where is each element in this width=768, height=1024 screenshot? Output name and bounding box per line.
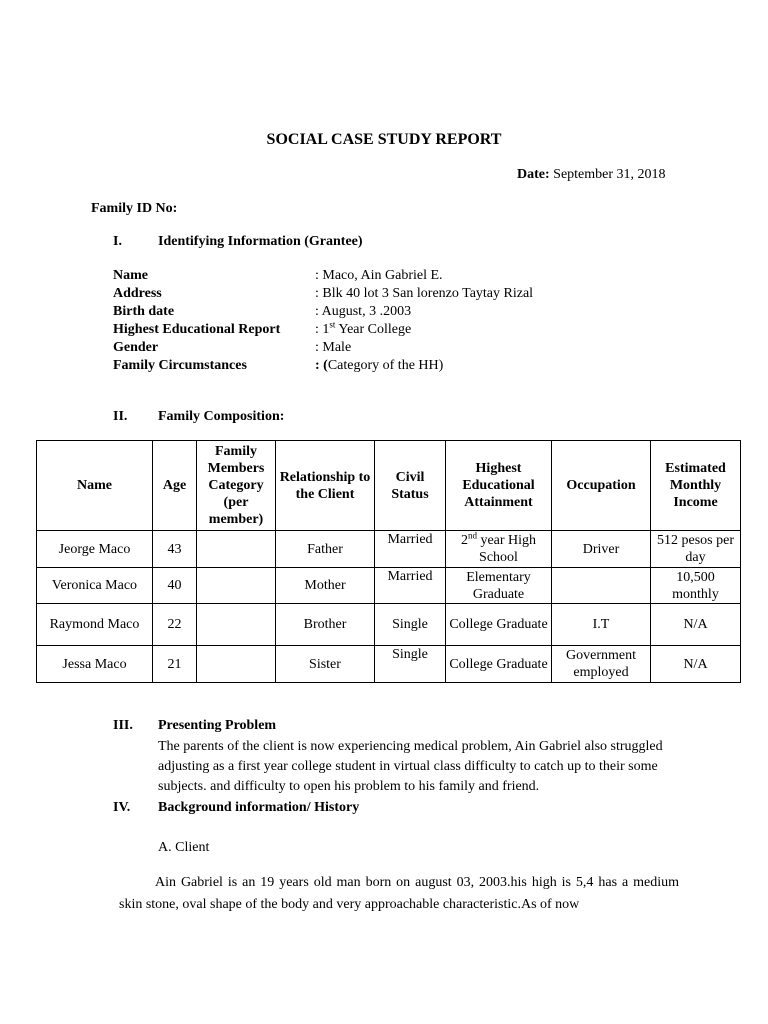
- family-composition-table: [36, 440, 741, 683]
- section-1-heading: [113, 234, 363, 250]
- cell-civil-status: Married: [375, 531, 446, 568]
- cell-occupation: Driver: [552, 531, 651, 568]
- cell-relationship: Father: [276, 531, 375, 568]
- table-row: [37, 531, 741, 568]
- header-civil-status: Civil Status: [375, 441, 446, 531]
- cell-age: 40: [153, 568, 197, 604]
- header-occupation: Occupation: [552, 441, 651, 531]
- report-title: SOCIAL CASE STUDY REPORT: [266, 131, 502, 148]
- section-1-number: I.: [113, 234, 122, 249]
- cell-education: College Graduate: [446, 604, 552, 646]
- cell-age: 43: [153, 531, 197, 568]
- date-value: September 31, 2018: [553, 167, 666, 182]
- subsection-client-heading: A. Client: [158, 840, 210, 855]
- section-3-number: III.: [113, 718, 133, 733]
- cell-age: 22: [153, 604, 197, 646]
- cell-occupation: [552, 568, 651, 604]
- section-2-number: II.: [113, 409, 128, 424]
- cell-income: 512 pesos per day: [651, 531, 741, 568]
- section-1-title: Identifying Information (Grantee): [158, 234, 363, 249]
- cell-civil-status: Single: [375, 646, 446, 683]
- info-label: Highest Educational Report: [113, 322, 281, 337]
- table-row: [37, 604, 741, 646]
- report-date: [517, 167, 666, 183]
- cell-civil-status: Married: [375, 568, 446, 604]
- table-header-row: [37, 441, 741, 531]
- info-label: Name: [113, 268, 148, 283]
- cell-education-sup: nd: [467, 530, 477, 541]
- cell-civil-status: Single: [375, 604, 446, 646]
- cell-occupation: I.T: [552, 604, 651, 646]
- info-row-education: [113, 321, 533, 339]
- info-value-post: Year College: [335, 322, 412, 337]
- table-row: [37, 646, 741, 683]
- info-value-sup: st: [329, 319, 336, 330]
- info-value: : August, 3 .2003: [315, 304, 412, 319]
- info-label: Gender: [113, 340, 159, 355]
- info-value: [315, 358, 443, 373]
- info-value: : Blk 40 lot 3 San lorenzo Taytay Rizal: [315, 286, 534, 301]
- cell-education: Elementary Graduate: [446, 568, 552, 604]
- cell-category: [197, 604, 276, 646]
- section-4-number: IV.: [113, 800, 131, 815]
- client-background-text: Ain Gabriel is an 19 years old man born on august 03, 2003.his high is 5,4 has a medium skin stone, oval shape of the body and very approachable characteristic.As of now: [119, 875, 679, 912]
- info-row-birthdate: [113, 303, 533, 321]
- header-relationship: Relationship to the Client: [276, 441, 375, 531]
- cell-education-pre: 2: [460, 533, 468, 548]
- cell-category: [197, 646, 276, 683]
- section-3-title: Presenting Problem: [158, 718, 277, 733]
- cell-name: Veronica Maco: [37, 568, 153, 604]
- header-education: Highest Educational Attainment: [446, 441, 552, 531]
- header-name: Name: [37, 441, 153, 531]
- cell-age: 21: [153, 646, 197, 683]
- cell-relationship: Brother: [276, 604, 375, 646]
- presenting-problem-text: The parents of the client is now experiencing medical problem, Ain Gabriel also struggled adjusting as a first year college student in virtual class difficulty to catch up to their some subjects. and difficulty to open his problem to his family and friend.: [158, 739, 663, 794]
- cell-education-post: year High School: [476, 533, 537, 565]
- cell-name: Raymond Maco: [37, 604, 153, 646]
- info-value: : Male: [315, 340, 352, 355]
- header-age: Age: [153, 441, 197, 531]
- info-value-post: Category of the HH): [327, 358, 444, 373]
- info-value: [315, 319, 412, 337]
- info-label: Address: [113, 286, 162, 301]
- info-label: Family Circumstances: [113, 358, 247, 373]
- info-value-pre: : 1: [315, 322, 330, 337]
- section-4-title: Background information/ History: [158, 800, 360, 815]
- cell-income: N/A: [651, 604, 741, 646]
- family-id-label: Family ID No:: [91, 201, 178, 216]
- header-income: Estimated Monthly Income: [651, 441, 741, 531]
- cell-income: 10,500 monthly: [651, 568, 741, 604]
- section-3-heading: [113, 718, 276, 734]
- info-row-address: [113, 285, 533, 303]
- section-2-title: Family Composition:: [158, 409, 285, 424]
- section-4-heading: [113, 800, 359, 816]
- header-category: Family Members Category (per member): [197, 441, 276, 531]
- cell-relationship: Mother: [276, 568, 375, 604]
- cell-category: [197, 531, 276, 568]
- info-row-gender: [113, 339, 533, 357]
- cell-education: [446, 531, 552, 568]
- cell-category: [197, 568, 276, 604]
- cell-name: Jeorge Maco: [37, 531, 153, 568]
- table-row: [37, 568, 741, 604]
- cell-relationship: Sister: [276, 646, 375, 683]
- cell-income: N/A: [651, 646, 741, 683]
- info-value-bold: : (: [315, 358, 328, 373]
- cell-occupation: Government employed: [552, 646, 651, 683]
- info-row-name: [113, 267, 533, 285]
- info-value: : Maco, Ain Gabriel E.: [315, 268, 443, 283]
- info-row-family-circumstances: [113, 357, 533, 375]
- cell-name: Jessa Maco: [37, 646, 153, 683]
- cell-education: College Graduate: [446, 646, 552, 683]
- date-label: Date:: [517, 167, 550, 182]
- info-label: Birth date: [113, 304, 175, 319]
- identifying-info: [113, 267, 533, 375]
- section-2-heading: [113, 409, 284, 425]
